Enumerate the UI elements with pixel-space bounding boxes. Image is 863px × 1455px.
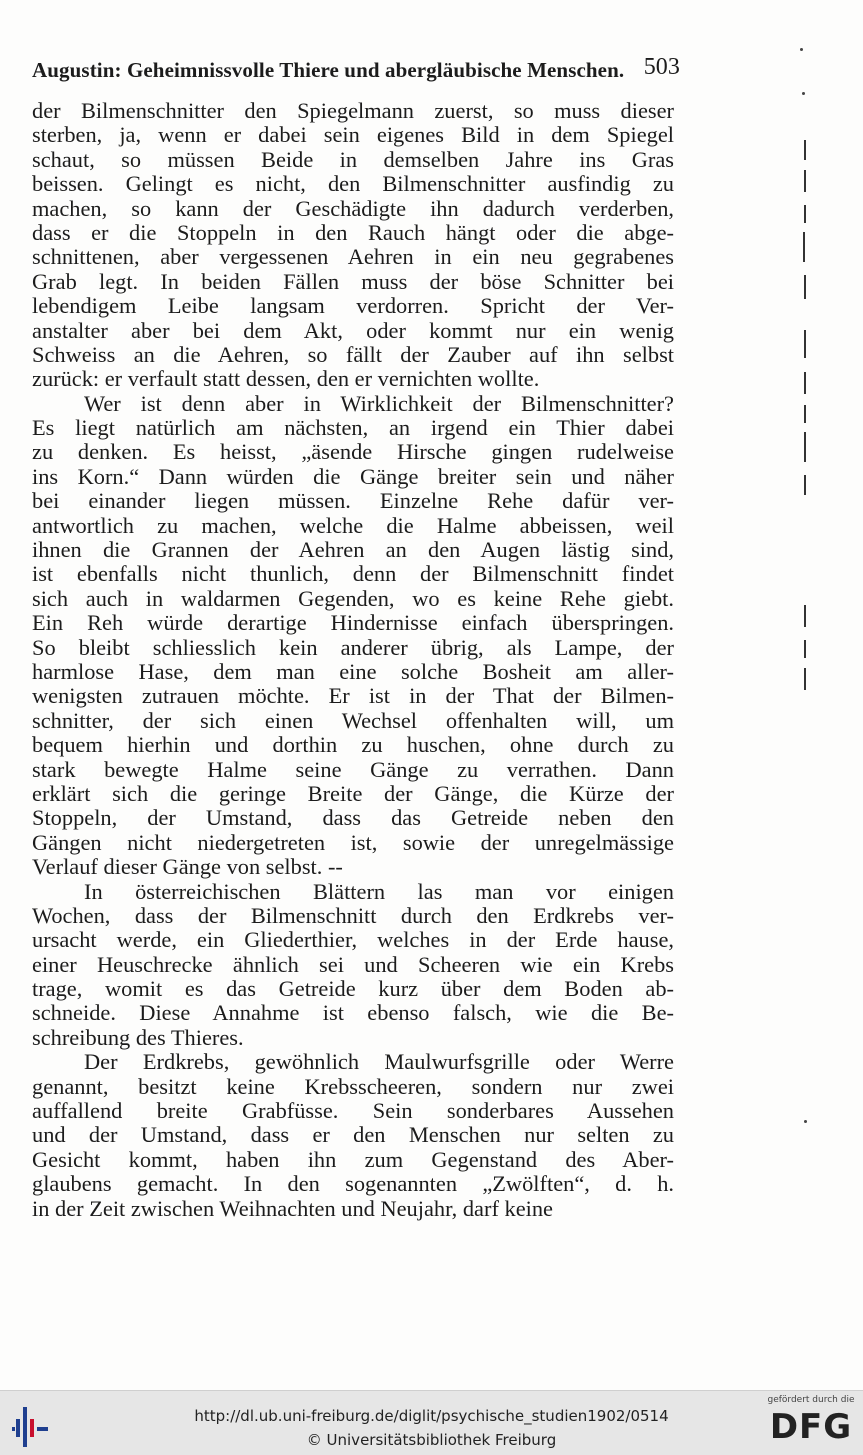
text-line: harmlose Hase, dem man eine solche Bosheit am aller- bbox=[32, 658, 674, 684]
text-line: auffallend breite Grabfüsse. Sein sonderbares Aussehen bbox=[32, 1098, 674, 1124]
margin-mark bbox=[804, 640, 806, 658]
text-line: in der Zeit zwischen Weihnachten und Neujahr, darf keine bbox=[32, 1195, 553, 1221]
dfg-caption: gefördert durch die bbox=[767, 1395, 855, 1405]
running-title: Augustin: Geheimnissvolle Thiere und abergläubische Menschen. bbox=[32, 58, 625, 82]
text-line: beissen. Gelingt es nicht, den Bilmenschnitter ausfindig zu bbox=[32, 171, 674, 197]
page-header bbox=[32, 54, 680, 88]
text-line: So bleibt schliesslich kein anderer übrig, als Lampe, der bbox=[32, 634, 674, 660]
margin-mark bbox=[804, 605, 806, 627]
margin-mark bbox=[804, 475, 806, 495]
text-line: Schweiss an die Aehren, so fällt der Zauber auf ihn selbst bbox=[32, 341, 674, 367]
text-line: schaut, so müssen Beide in demselben Jahre ins Gras bbox=[32, 146, 674, 172]
text-line: bequem hierhin und dorthin zu huschen, ohne durch zu bbox=[32, 732, 674, 758]
viewer-footer bbox=[0, 1390, 863, 1455]
text-line: Stoppeln, der Umstand, dass das Getreide neben den bbox=[32, 805, 674, 831]
body-text bbox=[32, 99, 674, 1221]
margin-mark bbox=[804, 432, 806, 462]
text-line: lebendigem Leibe langsam verdorren. Spricht der Ver- bbox=[32, 293, 674, 319]
text-line: sterben, ja, wenn er dabei sein eigenes Bild in dem Spiegel bbox=[32, 122, 674, 148]
text-line: In österreichischen Blättern las man vor einigen bbox=[84, 878, 674, 904]
margin-mark bbox=[804, 275, 806, 299]
text-line: einer Heuschrecke ähnlich sei und Scheeren wie ein Krebs bbox=[32, 951, 674, 977]
text-line: machen, so kann der Geschädigte ihn dadurch verderben, bbox=[32, 195, 674, 221]
margin-dot bbox=[800, 48, 803, 51]
margin-dot bbox=[804, 1120, 807, 1123]
text-line: Gängen nicht niedergetreten ist, sowie der unregelmässige bbox=[32, 829, 674, 855]
dfg-logo bbox=[765, 1395, 857, 1453]
text-line: Grab legt. In beiden Fällen muss der böse Schnitter bei bbox=[32, 268, 674, 294]
text-line: glaubens gemacht. In den sogenannten „Zwölften“, d. h. bbox=[32, 1171, 674, 1197]
text-line: Der Erdkrebs, gewöhnlich Maulwurfsgrille oder Werre bbox=[84, 1049, 674, 1075]
margin-mark bbox=[804, 372, 806, 394]
text-line: trage, womit es das Getreide kurz über dem Boden ab- bbox=[32, 976, 674, 1002]
text-line: der Bilmenschnitter den Spiegelmann zuerst, so muss dieser bbox=[32, 98, 674, 123]
margin-mark bbox=[804, 668, 806, 690]
margin-mark bbox=[804, 170, 806, 192]
margin-mark bbox=[804, 405, 806, 423]
text-line: antwortlich zu machen, welche die Halme abbeissen, weil bbox=[32, 512, 674, 538]
text-line: dass er die Stoppeln in den Rauch hängt oder die abge- bbox=[32, 219, 674, 245]
text-line: sich auch in waldarmen Gegenden, wo es keine Rehe giebt. bbox=[32, 585, 674, 611]
text-line: ursacht werde, ein Gliederthier, welches in der Erde hause, bbox=[32, 927, 674, 953]
margin-mark bbox=[803, 232, 805, 262]
text-line: zu denken. Es heisst, „äsende Hirsche gingen rudelweise bbox=[32, 439, 674, 465]
text-line: genannt, besitzt keine Krebsscheeren, sondern nur zwei bbox=[32, 1073, 674, 1099]
margin-mark bbox=[804, 205, 806, 223]
text-line: ihnen die Grannen der Aehren an den Augen lästig sind, bbox=[32, 537, 674, 563]
text-line: Es liegt natürlich am nächsten, an irgend ein Thier dabei bbox=[32, 415, 674, 441]
text-line: schneide. Diese Annahme ist ebenso falsch, wie die Be- bbox=[32, 1000, 674, 1026]
text-line: ins Korn.“ Dann würden die Gänge breiter sein und näher bbox=[32, 463, 674, 489]
text-line: wenigsten zutrauen möchte. Er ist in der That der Bilmen- bbox=[32, 683, 674, 709]
text-line: Wer ist denn aber in Wirklichkeit der Bilmenschnitter? bbox=[84, 390, 674, 416]
text-line: Ein Reh würde derartige Hindernisse einfach überspringen. bbox=[32, 610, 674, 636]
text-line: anstalter aber bei dem Akt, oder kommt nur ein wenig bbox=[32, 317, 674, 343]
page-number: 503 bbox=[643, 54, 680, 80]
copyright-notice: © Universitätsbibliothek Freiburg bbox=[306, 1431, 557, 1449]
text-line: ist ebenfalls nicht thunlich, denn der Bilmenschnitt findet bbox=[32, 561, 674, 587]
permalink-url[interactable]: http://dl.ub.uni-freiburg.de/diglit/psychische_studien1902/0514 bbox=[194, 1407, 669, 1425]
text-line: und der Umstand, dass er den Menschen nur selten zu bbox=[32, 1122, 674, 1148]
text-line: Wochen, dass der Bilmenschnitt durch den Erdkrebs ver- bbox=[32, 902, 674, 928]
text-line: Gesicht kommt, haben ihn zum Gegenstand des Aber- bbox=[32, 1146, 674, 1172]
text-line: bei einander liegen müssen. Einzelne Rehe dafür ver- bbox=[32, 488, 674, 514]
margin-dot bbox=[802, 92, 805, 95]
margin-mark bbox=[804, 140, 806, 160]
text-line: Verlauf dieser Gänge von selbst. -- bbox=[32, 854, 343, 880]
text-line: schreibung des Thieres. bbox=[32, 1024, 244, 1050]
dfg-wordmark: DFG bbox=[769, 1407, 853, 1447]
margin-mark bbox=[804, 330, 806, 358]
text-line: schnittenen, aber vergessenen Aehren in ein neu gegrabenes bbox=[32, 244, 674, 270]
text-line: stark bewegte Halme seine Gänge zu verrathen. Dann bbox=[32, 756, 674, 782]
text-line: zurück: er verfault statt dessen, den er vernichten wollte. bbox=[32, 366, 540, 392]
text-line: erklärt sich die geringe Breite der Gänge, die Kürze der bbox=[32, 780, 674, 806]
text-line: schnitter, der sich einen Wechsel offenhalten will, um bbox=[32, 707, 674, 733]
